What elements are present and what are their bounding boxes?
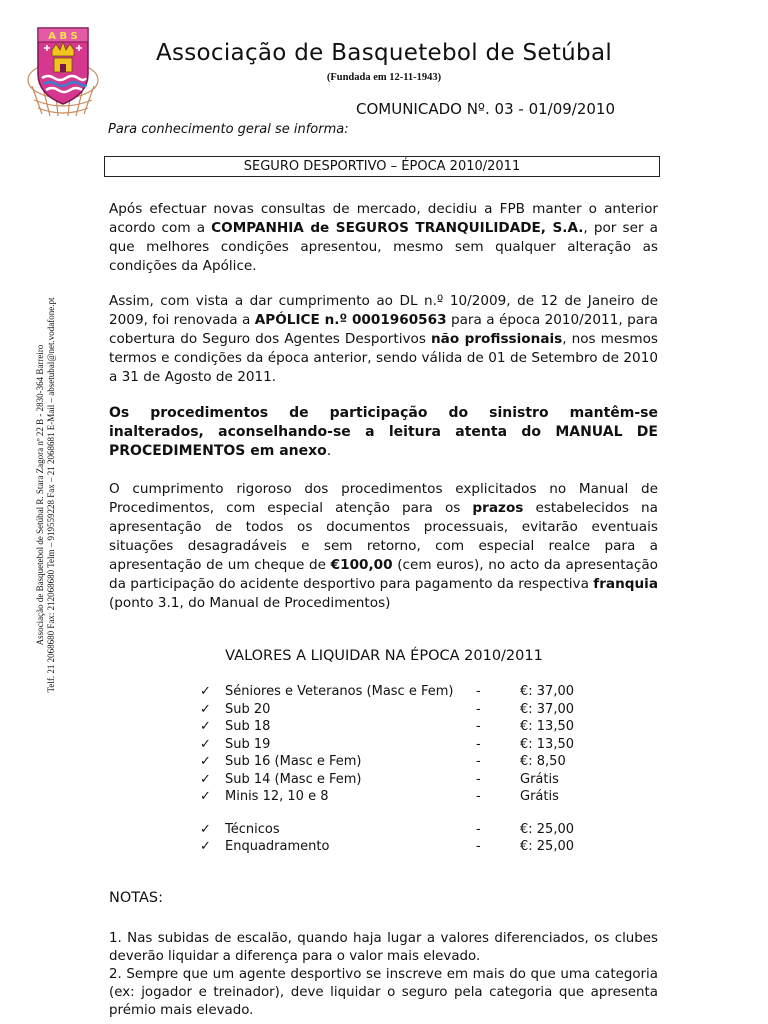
text-run: para a época 2010/2011, para cobertura do Seguro dos Agentes Desportivos [109, 312, 658, 347]
spacer [200, 807, 600, 822]
text-run: Após efectuar novas consultas de mercado, decidiu a FPB manter o anterior acordo com a [109, 201, 658, 236]
side-contacts: Telf. 21 2068680 Fax: 212068680 Telm – 919559228 Fax – 21 2068681 E-Mail – absetubal@net.vodafone.pt [46, 297, 56, 693]
text-run: estabelecidos na apresentação de todos os documentos processuais, evitarão eventuais situações desagradáveis e sem retorno, com especial realce para a apresentação de um cheque de [109, 500, 658, 573]
logo-letters: A B S [48, 31, 78, 42]
text-run: , por ser a que melhores condições apresentou, mesmo sem qualquer alteração as condições da Apólice. [109, 220, 658, 274]
notes-title: NOTAS [109, 890, 159, 906]
association-logo [24, 20, 102, 116]
text-run: (cem euros), no acto da apresentação da participação do acidente desportivo para pagamento da respectiva [109, 557, 658, 592]
checkmark-icon: ✓ [200, 719, 211, 734]
note-2: 2. Sempre que um agente desportivo se inscreve em mais do que uma categoria (ex: jogador e treinador), deve liquidar o seguro pela categoria que apresenta prémio mais elevado. [109, 967, 658, 1018]
fee-category: Sub 14 (Masc e Fem) [225, 771, 362, 787]
deadlines-emphasis: prazos [472, 500, 524, 516]
text-run: O cumprimento rigoroso dos procedimentos explicitados no Manual de Procedimentos, com especial atenção para os [109, 481, 658, 516]
fee-row [200, 737, 600, 755]
insurer-name: COMPANHIA de SEGUROS TRANQUILIDADE, S.A. [211, 220, 584, 236]
side-contact-info [35, 195, 57, 795]
text-run: , nos mesmos termos e condições da época anterior, sendo válida de 01 de Setembro de 2010 a 31 de Agosto de 2011. [109, 331, 658, 385]
fee-value: €: 13,50 [520, 719, 574, 734]
fee-category: Séniores e Veteranos (Masc e Fem) [225, 684, 454, 699]
checkmark-icon: ✓ [200, 754, 211, 769]
fees-title: VALORES A LIQUIDAR NA ÉPOCA 2010/2011 [225, 648, 543, 664]
note-1: 1. Nas subidas de escalão, quando haja lugar a valores diferenciados, os clubes deverão liquidar a diferença para o valor mais elevado. [109, 931, 658, 964]
fees-list [200, 684, 600, 857]
fee-dash: - [476, 839, 481, 854]
fee-category: Sub 16 (Masc e Fem) [225, 754, 362, 769]
communique-number: COMUNICADO Nº. 03 - 01/09/2010 [356, 100, 616, 118]
notes-heading [109, 890, 163, 906]
paragraph-procedures [109, 404, 658, 461]
manual-name: MANUAL DE PROCEDIMENTOS [109, 424, 658, 459]
fee-dash: - [476, 789, 481, 804]
franchise-emphasis: franquia [593, 576, 658, 592]
fee-row [200, 719, 600, 737]
non-professional-emphasis: não profissionais [430, 331, 563, 347]
text-run: . [326, 443, 332, 459]
text-run: Os procedimentos de participação do sinistro mantêm-se inalterados, aconselhando-se a leitura atenta do [109, 405, 658, 440]
subject-heading: SEGURO DESPORTIVO – ÉPOCA 2010/2011 [104, 156, 660, 177]
text-run: (ponto 3.1, do Manual de Procedimentos) [109, 595, 391, 611]
fee-value: €: 25,00 [520, 821, 574, 837]
side-address: Associação de Basquetebol de Setúbal R. Stara Zagora nº 22 B - 2830-364 Barreiro [35, 344, 45, 646]
fee-dash: - [476, 754, 481, 769]
fee-dash: - [476, 771, 481, 787]
fee-dash: - [476, 684, 481, 699]
fee-value: €: 8,50 [520, 754, 566, 769]
checkmark-icon: ✓ [200, 771, 211, 787]
checkmark-icon: ✓ [200, 839, 211, 854]
fee-row [200, 702, 600, 720]
fee-row [200, 839, 600, 857]
fee-dash: - [476, 701, 481, 717]
fee-row [200, 684, 600, 702]
text-run: Assim, com vista a dar cumprimento ao DL n.º 10/2009, de 12 de Janeiro de 2009, foi renovada a [109, 293, 658, 328]
paragraph-policy [109, 292, 658, 387]
fee-category: Minis 12, 10 e 8 [225, 789, 329, 804]
paragraph-compliance [109, 480, 658, 613]
intro-line: Para conhecimento geral se informa: [108, 122, 349, 137]
fee-value: Grátis [520, 771, 559, 787]
checkmark-icon: ✓ [200, 821, 211, 837]
fee-value: €: 37,00 [520, 701, 574, 717]
checkmark-icon: ✓ [200, 684, 211, 699]
fee-value: €: 37,00 [520, 684, 574, 699]
cheque-amount: €100,00 [330, 557, 393, 573]
fee-category: Sub 19 [225, 736, 271, 752]
fee-dash: - [476, 736, 481, 752]
policy-number: APÓLICE n.º 0001960563 [254, 312, 447, 328]
fee-row [200, 754, 600, 772]
founded-date: (Fundada em 12-11-1943) [326, 72, 442, 83]
fee-dash: - [476, 821, 481, 837]
text-run: em anexo [245, 443, 327, 459]
fee-row [200, 822, 600, 840]
organization-name: Associação de Basquetebol de Setúbal [155, 40, 613, 66]
fee-category: Sub 20 [225, 701, 271, 717]
fee-category: Sub 18 [225, 719, 271, 734]
fee-category: Enquadramento [225, 839, 330, 854]
fee-dash: - [476, 719, 481, 734]
checkmark-icon: ✓ [200, 701, 211, 717]
fee-value: €: 13,50 [520, 736, 574, 752]
checkmark-icon: ✓ [200, 789, 211, 804]
paragraph-insurer [109, 200, 658, 276]
fee-value: €: 25,00 [520, 839, 574, 854]
fee-row [200, 772, 600, 790]
fee-category: Técnicos [225, 821, 280, 837]
fee-value: Grátis [520, 789, 559, 804]
notes-colon: : [158, 890, 164, 906]
fee-row [200, 789, 600, 807]
checkmark-icon: ✓ [200, 736, 211, 752]
